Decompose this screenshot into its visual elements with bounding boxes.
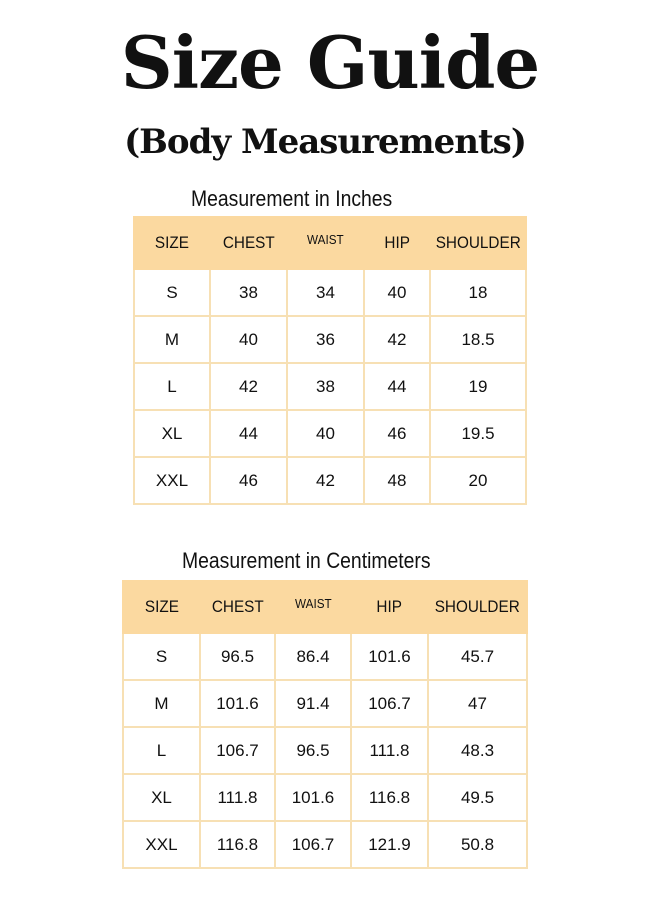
- cell-waist: 38: [287, 363, 364, 410]
- cm-table-caption: Measurement in Centimeters: [182, 548, 431, 573]
- table-row: [134, 363, 526, 410]
- cell-size: S: [123, 633, 200, 680]
- cell-waist: 106.7: [275, 821, 351, 868]
- cell-waist: 34: [287, 269, 364, 316]
- header-label: SHOULDER: [434, 597, 521, 616]
- header-label: WAIST: [294, 596, 332, 611]
- inches-size-table: [133, 216, 527, 505]
- cell-shoulder: 49.5: [428, 774, 527, 821]
- page-subtitle: (Body Measurements): [124, 122, 526, 162]
- cell-size: M: [123, 680, 200, 727]
- header-size: [123, 581, 200, 633]
- header-label: SHOULDER: [435, 233, 521, 252]
- cell-waist: 86.4: [275, 633, 351, 680]
- cell-size: XXL: [134, 457, 210, 504]
- header-chest: [200, 581, 275, 633]
- header-label: SIZE: [144, 597, 179, 616]
- header-label: CHEST: [222, 233, 275, 252]
- cell-chest: 111.8: [200, 774, 275, 821]
- cell-size: S: [134, 269, 210, 316]
- header-shoulder: [428, 581, 527, 633]
- cell-chest: 101.6: [200, 680, 275, 727]
- header-hip: [364, 217, 430, 269]
- table-row: [123, 821, 527, 868]
- cell-hip: 111.8: [351, 727, 428, 774]
- cell-waist: 36: [287, 316, 364, 363]
- cell-shoulder: 48.3: [428, 727, 527, 774]
- cell-waist: 91.4: [275, 680, 351, 727]
- header-waist: [287, 217, 364, 269]
- cell-chest: 40: [210, 316, 287, 363]
- cell-shoulder: 47: [428, 680, 527, 727]
- cell-waist: 101.6: [275, 774, 351, 821]
- cell-chest: 38: [210, 269, 287, 316]
- cell-hip: 42: [364, 316, 430, 363]
- header-hip: [351, 581, 428, 633]
- cell-chest: 44: [210, 410, 287, 457]
- header-size: [134, 217, 210, 269]
- cell-size: XL: [134, 410, 210, 457]
- header-shoulder: [430, 217, 526, 269]
- cell-shoulder: 20: [430, 457, 526, 504]
- header-label: HIP: [384, 233, 410, 252]
- cell-shoulder: 45.7: [428, 633, 527, 680]
- table-row: [134, 410, 526, 457]
- cell-waist: 40: [287, 410, 364, 457]
- header-waist: [275, 581, 351, 633]
- cell-hip: 48: [364, 457, 430, 504]
- cell-chest: 42: [210, 363, 287, 410]
- cell-hip: 40: [364, 269, 430, 316]
- table-header-row: [134, 217, 526, 269]
- cell-size: L: [134, 363, 210, 410]
- cell-chest: 106.7: [200, 727, 275, 774]
- table-row: [123, 774, 527, 821]
- table-row: [134, 457, 526, 504]
- cell-hip: 106.7: [351, 680, 428, 727]
- inches-table-caption: Measurement in Inches: [191, 186, 393, 211]
- cell-chest: 96.5: [200, 633, 275, 680]
- cell-hip: 121.9: [351, 821, 428, 868]
- table-row: [134, 269, 526, 316]
- cell-waist: 42: [287, 457, 364, 504]
- cell-chest: 116.8: [200, 821, 275, 868]
- cell-chest: 46: [210, 457, 287, 504]
- cell-size: L: [123, 727, 200, 774]
- cell-waist: 96.5: [275, 727, 351, 774]
- cell-size: XXL: [123, 821, 200, 868]
- header-label: WAIST: [307, 232, 344, 247]
- cell-hip: 101.6: [351, 633, 428, 680]
- cell-shoulder: 18.5: [430, 316, 526, 363]
- table-row: [123, 633, 527, 680]
- header-label: SIZE: [154, 233, 190, 252]
- cell-size: M: [134, 316, 210, 363]
- header-label: CHEST: [211, 597, 264, 616]
- cell-shoulder: 19.5: [430, 410, 526, 457]
- cell-shoulder: 18: [430, 269, 526, 316]
- table-row: [123, 680, 527, 727]
- header-label: HIP: [376, 597, 403, 616]
- table-row: [134, 316, 526, 363]
- cell-hip: 116.8: [351, 774, 428, 821]
- cell-size: XL: [123, 774, 200, 821]
- header-chest: [210, 217, 287, 269]
- table-row: [123, 727, 527, 774]
- page-title: Size Guide: [120, 20, 540, 105]
- cell-hip: 44: [364, 363, 430, 410]
- cell-shoulder: 19: [430, 363, 526, 410]
- cm-size-table: [122, 580, 528, 869]
- table-header-row: [123, 581, 527, 633]
- cell-shoulder: 50.8: [428, 821, 527, 868]
- cell-hip: 46: [364, 410, 430, 457]
